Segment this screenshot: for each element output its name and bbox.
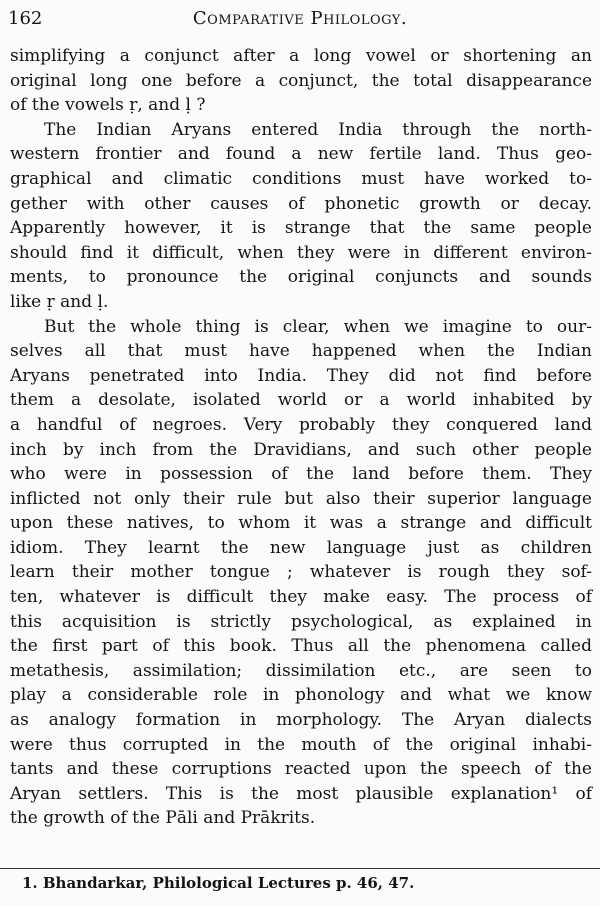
- text-line: idiom. They learnt the new language just as children: [10, 537, 592, 558]
- text-line: inflicted not only their rule but also their superior language: [10, 488, 592, 509]
- text-line: The Indian Aryans entered India through the north-: [44, 119, 592, 140]
- text-line: tants and these corruptions reacted upon the speech of the: [10, 759, 592, 780]
- text-line: selves all that must have happened when the Indian: [10, 341, 592, 362]
- text-line: Aryans penetrated into India. They did not find before: [10, 365, 592, 386]
- text-line: learn their mother tongue ; whatever is rough they sof-: [10, 562, 592, 583]
- footnote-divider: [0, 868, 600, 869]
- text-line: should find it difficult, when they were in different environ-: [10, 242, 592, 263]
- running-head: Comparative Philology.: [192, 8, 408, 29]
- text-line: as analogy formation in morphology. The Aryan dialects: [10, 710, 592, 731]
- text-line: graphical and climatic conditions must have worked to-: [10, 168, 592, 189]
- text-line: a handful of negroes. Very probably they conquered land: [10, 414, 592, 435]
- text-line: inch by inch from the Dravidians, and such other people: [10, 439, 592, 460]
- text-line: ten, whatever is difficult they make easy. The process of: [10, 587, 592, 608]
- text-line: of the vowels ṛ, and ḷ ?: [10, 95, 206, 116]
- text-line: But the whole thing is clear, when we imagine to our-: [44, 316, 592, 337]
- text-line: upon these natives, to whom it was a strange and difficult: [10, 513, 592, 534]
- page-header: [8, 6, 592, 32]
- page-number: 162: [8, 8, 43, 29]
- paragraph-1: [10, 44, 592, 118]
- paragraph-3: [10, 315, 592, 831]
- text-line: the first part of this book. Thus all the phenomena called: [10, 636, 592, 657]
- text-line: who were in possession of the land before them. They: [10, 464, 592, 485]
- text-line: the growth of the Pāli and Prākrits.: [10, 808, 316, 829]
- text-line: this acquisition is strictly psychological, as explained in: [10, 611, 592, 632]
- paragraph-2: [10, 118, 592, 315]
- footnote: 1. Bhandarkar, Philological Lectures p. 46, 47.: [22, 874, 415, 892]
- text-line: Apparently however, it is strange that the same people: [10, 218, 592, 239]
- text-line: Aryan settlers. This is the most plausible explanation¹ of: [10, 783, 592, 804]
- body-text: [10, 44, 592, 831]
- text-line: western frontier and found a new fertile land. Thus geo-: [10, 144, 592, 165]
- text-line: like ṛ and ḷ.: [10, 291, 109, 312]
- text-line: ments, to pronounce the original conjuncts and sounds: [10, 267, 592, 288]
- text-line: them a desolate, isolated world or a world inhabited by: [10, 390, 592, 411]
- text-line: play a considerable role in phonology and what we know: [10, 685, 592, 706]
- text-line: metathesis, assimilation; dissimilation etc., are seen to: [10, 660, 592, 681]
- text-line: original long one before a conjunct, the total disappearance: [10, 70, 592, 91]
- text-line: gether with other causes of phonetic growth or decay.: [10, 193, 592, 214]
- text-line: simplifying a conjunct after a long vowel or shortening an: [10, 46, 592, 66]
- text-line: were thus corrupted in the mouth of the original inhabi-: [10, 734, 592, 755]
